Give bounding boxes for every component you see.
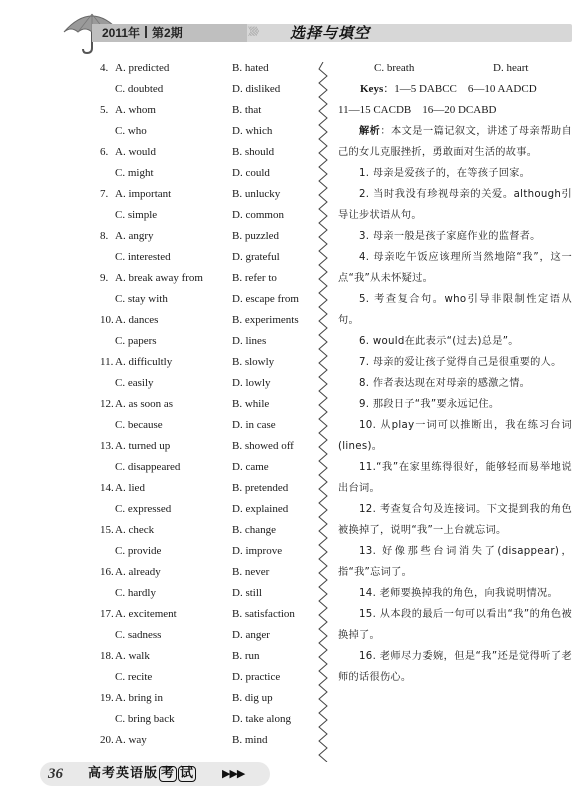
analysis-note: 9. 那段日子“我”要永远记住。 (359, 399, 500, 410)
option-row (92, 562, 317, 583)
question-number: 13. (100, 440, 114, 452)
option-right: B. experiments (232, 314, 299, 326)
question-number: 16. (100, 566, 114, 578)
option-row (92, 520, 317, 541)
option-right: B. dig up (232, 692, 273, 704)
option-row (92, 268, 317, 289)
analysis-note: 11.“我”在家里练得很好，能够轻而易举地说出台词。 (338, 462, 572, 494)
analysis-label: 解析 (359, 126, 381, 137)
option-left: C. hardly (115, 587, 156, 599)
option-row (92, 415, 317, 436)
page-number: 36 (48, 766, 63, 782)
option-left: A. bring in (115, 692, 163, 704)
option-c: C. breath (374, 62, 415, 74)
option-row (92, 478, 317, 499)
question-number: 6. (100, 146, 109, 158)
analysis-note: 8. 作者表达现在对母亲的感激之情。 (359, 378, 531, 389)
option-right: D. escape from (232, 293, 299, 305)
analysis-note: 15. 从本段的最后一句可以看出“我”的角色被换掉了。 (338, 609, 572, 641)
analysis-note: 12. 考查复合句及连接词。下文提到我的角色被换掉了，说明“我”一上台就忘词。 (338, 504, 572, 536)
question-number: 20. (100, 734, 114, 746)
option-left: C. provide (115, 545, 162, 557)
analysis-intro-text: ：本文是一篇记叙文，讲述了母亲帮助自己的女儿克服挫折，勇敢面对生活的故事。 (338, 126, 572, 158)
option-row (92, 247, 317, 268)
option-left: C. who (115, 125, 147, 137)
keys-label: Keys (360, 83, 384, 95)
option-row-20-cd (338, 58, 572, 79)
option-row (92, 310, 317, 331)
option-right: B. hated (232, 62, 269, 74)
option-right: D. could (232, 167, 270, 179)
option-right: D. came (232, 461, 269, 473)
option-right: D. improve (232, 545, 283, 557)
option-left: A. excitement (115, 608, 177, 620)
question-number: 19. (100, 692, 114, 704)
option-right: B. that (232, 104, 262, 116)
option-left: A. lied (115, 482, 145, 494)
question-number: 8. (100, 230, 109, 242)
question-number: 15. (100, 524, 114, 536)
option-right: B. change (232, 524, 276, 536)
option-right: B. run (232, 650, 260, 662)
option-right: B. puzzled (232, 230, 280, 242)
section-title: 选择与填空 (290, 24, 371, 42)
question-number: 7. (100, 188, 109, 200)
question-number: 17. (100, 608, 114, 620)
option-left: A. would (115, 146, 156, 158)
analysis-notes (338, 163, 572, 688)
option-right: D. grateful (232, 251, 280, 263)
option-row (92, 583, 317, 604)
option-row (92, 646, 317, 667)
keys-line-2: 11—15 CACDB 16—20 DCABD (338, 104, 497, 116)
option-right: D. lowly (232, 377, 271, 389)
option-row (92, 184, 317, 205)
question-number: 14. (100, 482, 114, 494)
option-row (92, 58, 317, 79)
option-left: C. stay with (115, 293, 168, 305)
option-row (92, 226, 317, 247)
option-left: A. as soon as (115, 398, 174, 410)
option-left: C. recite (115, 671, 153, 683)
analysis-intro (338, 121, 572, 163)
option-right: D. lines (232, 335, 267, 347)
option-left: A. turned up (115, 440, 171, 452)
option-row (92, 499, 317, 520)
option-left: C. because (115, 419, 163, 431)
option-right: B. unlucky (232, 188, 281, 200)
option-right: D. explained (232, 503, 289, 515)
option-left: C. disappeared (115, 461, 181, 473)
option-left: A. whom (115, 104, 156, 116)
option-left: C. easily (115, 377, 154, 389)
option-left: C. papers (115, 335, 157, 347)
option-right: D. practice (232, 671, 281, 683)
option-left: C. simple (115, 209, 158, 221)
option-right: B. mind (232, 734, 268, 746)
analysis-note: 2. 当时我没有珍视母亲的关爱。although引导让步状语从句。 (338, 189, 572, 221)
option-row (92, 121, 317, 142)
answers-column (338, 58, 572, 688)
option-left: A. already (115, 566, 161, 578)
option-left: A. walk (115, 650, 150, 662)
analysis-note: 14. 老师要换掉我的角色，向我说明情况。 (359, 588, 558, 599)
option-left: A. angry (115, 230, 154, 242)
footer-arrows: ▶▶▶ (222, 767, 245, 780)
header-chevrons: 》》》 (248, 27, 262, 38)
option-row (92, 457, 317, 478)
option-left: A. dances (115, 314, 159, 326)
option-right: B. satisfaction (232, 608, 295, 620)
option-right: D. disliked (232, 83, 281, 95)
issue-label (102, 25, 183, 41)
option-left: A. check (115, 524, 155, 536)
option-right: D. take along (232, 713, 291, 725)
option-d: D. heart (493, 62, 529, 74)
option-row (92, 142, 317, 163)
footer-boxed-char-2: 试 (180, 766, 195, 781)
option-right: B. showed off (232, 440, 294, 452)
analysis-note: 3. 母亲一般是孩子家庭作业的监督者。 (359, 231, 541, 242)
option-right: D. common (232, 209, 284, 221)
option-row (92, 541, 317, 562)
option-row (92, 373, 317, 394)
analysis-note: 7. 母亲的爱让孩子觉得自己是很重要的人。 (359, 357, 562, 368)
option-row (92, 163, 317, 184)
option-right: B. while (232, 398, 270, 410)
option-left: A. predicted (115, 62, 170, 74)
option-row (92, 436, 317, 457)
keys-values-1: ：1—5 DABCC 6—10 AADCD (383, 83, 537, 95)
option-left: C. interested (115, 251, 171, 263)
option-right: D. which (232, 125, 273, 137)
option-right: D. in case (232, 419, 276, 431)
issue-number: 第2期 (152, 26, 183, 40)
option-right: B. slowly (232, 356, 275, 368)
page-header (0, 0, 581, 58)
option-row (92, 100, 317, 121)
option-left: A. difficultly (115, 356, 173, 368)
option-left: C. sadness (115, 629, 162, 641)
option-row (92, 79, 317, 100)
analysis-note: 5. 考查复合句。who引导非限制性定语从句。 (338, 294, 572, 326)
question-number: 18. (100, 650, 114, 662)
option-left: A. break away from (115, 272, 203, 284)
analysis-note: 6. would在此表示“(过去)总是”。 (359, 336, 519, 347)
question-number: 5. (100, 104, 109, 116)
option-row (92, 604, 317, 625)
footer-boxed-char-1: 考 (161, 766, 176, 781)
option-right: B. refer to (232, 272, 277, 284)
footer-title-main: 高考英语版 (88, 766, 159, 781)
option-row (92, 688, 317, 709)
option-row (92, 205, 317, 226)
option-row (92, 289, 317, 310)
option-row (92, 331, 317, 352)
option-left: C. expressed (115, 503, 172, 515)
option-right: B. pretended (232, 482, 289, 494)
analysis-note: 16. 老师尽力委婉，但是“我”还是觉得听了老师的话很伤心。 (338, 651, 572, 683)
footer-title (88, 765, 196, 783)
issue-year: 2011年 (102, 26, 141, 40)
option-right: D. still (232, 587, 262, 599)
keys-line-1 (338, 79, 572, 100)
option-row (92, 352, 317, 373)
question-number: 9. (100, 272, 109, 284)
question-number: 4. (100, 62, 109, 74)
option-row (92, 709, 317, 730)
column-divider (317, 62, 329, 762)
option-right: B. should (232, 146, 275, 158)
question-number: 12. (100, 398, 114, 410)
options-column (92, 58, 317, 751)
option-right: D. anger (232, 629, 270, 641)
option-left: C. bring back (115, 713, 175, 725)
option-left: A. important (115, 188, 172, 200)
issue-separator (145, 26, 147, 38)
option-row (92, 667, 317, 688)
analysis-note: 10. 从play一词可以推断出，我在练习台词(lines)。 (338, 420, 572, 452)
analysis-note: 13. 好像那些台词消失了(disappear)，指“我”忘词了。 (338, 546, 572, 578)
analysis-note: 4. 母亲吃午饭应该理所当然地陪“我”，这一点“我”从未怀疑过。 (338, 252, 572, 284)
question-number: 11. (100, 356, 114, 368)
option-row (92, 394, 317, 415)
option-right: B. never (232, 566, 270, 578)
analysis-note: 1. 母亲是爱孩子的，在等孩子回家。 (359, 168, 531, 179)
question-number: 10. (100, 314, 114, 326)
option-left: C. doubted (115, 83, 164, 95)
option-left: A. way (115, 734, 147, 746)
option-row (92, 625, 317, 646)
option-left: C. might (115, 167, 154, 179)
option-row (92, 730, 317, 751)
page-footer (0, 762, 581, 800)
